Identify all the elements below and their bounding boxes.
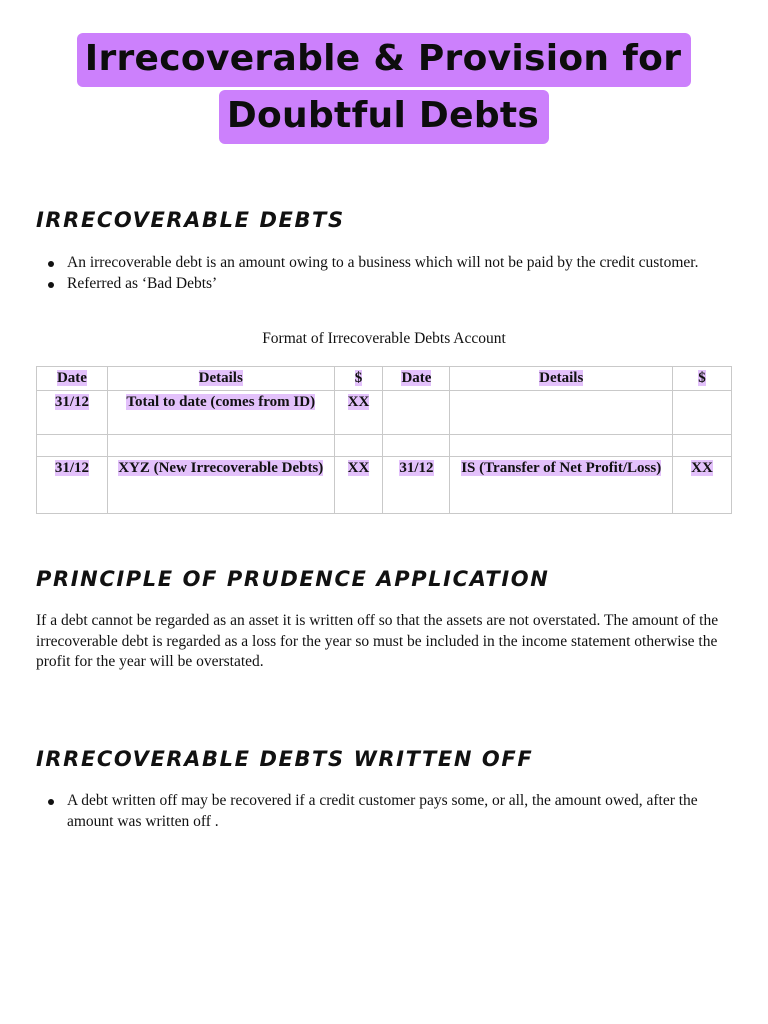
table-cell bbox=[107, 435, 334, 457]
table-cell bbox=[383, 391, 450, 435]
written-off-bullets bbox=[36, 791, 736, 832]
prudence-paragraph: If a debt cannot be regarded as an asset it is written off so that the assets are not overstated. The amount of the irrecoverable debt is regarded as a loss for the year so must be included in the income statement otherwise the profit for the year will be overstated. bbox=[36, 612, 719, 670]
table-cell bbox=[450, 391, 673, 435]
table-cell: Total to date (comes from ID) bbox=[107, 391, 334, 435]
table-cell: XX bbox=[334, 391, 383, 435]
table-cell: XX bbox=[673, 457, 732, 514]
table-cell: XYZ (New Irrecoverable Debts) bbox=[107, 457, 334, 514]
table-cell bbox=[673, 435, 732, 457]
table-cell: XX bbox=[334, 457, 383, 514]
title-line-1: Irrecoverable & Provision for bbox=[77, 33, 692, 87]
table-caption: Format of Irrecoverable Debts Account bbox=[262, 330, 506, 347]
section-heading-prudence: PRINCIPLE OF PRUDENCE APPLICATION bbox=[36, 567, 550, 591]
section-heading-written-off: IRRECOVERABLE DEBTS WRITTEN OFF bbox=[36, 747, 534, 771]
section-heading-irrecoverable-debts: IRRECOVERABLE DEBTS bbox=[36, 208, 345, 232]
table-row bbox=[37, 391, 732, 435]
table-cell: 31/12 bbox=[37, 391, 108, 435]
header-cell: $ bbox=[334, 367, 383, 391]
irrecoverable-debts-account-table bbox=[36, 366, 732, 514]
bullet-item: An irrecoverable debt is an amount owing to a business which will not be paid by the credit customer. bbox=[36, 253, 736, 274]
table-header-row bbox=[37, 367, 732, 391]
table-row bbox=[37, 457, 732, 514]
table-cell bbox=[37, 435, 108, 457]
header-cell: Date bbox=[383, 367, 450, 391]
table-cell: IS (Transfer of Net Profit/Loss) bbox=[450, 457, 673, 514]
table-cell bbox=[383, 435, 450, 457]
header-cell: Details bbox=[107, 367, 334, 391]
bullet-item: A debt written off may be recovered if a credit customer pays some, or all, the amount owed, after the amount was written off . bbox=[36, 791, 736, 832]
table-cell bbox=[450, 435, 673, 457]
header-cell: $ bbox=[673, 367, 732, 391]
header-cell: Details bbox=[450, 367, 673, 391]
title-line-2: Doubtful Debts bbox=[219, 90, 549, 144]
table-cell bbox=[673, 391, 732, 435]
irrecoverable-debts-bullets bbox=[36, 253, 736, 294]
table-cell: 31/12 bbox=[383, 457, 450, 514]
document-title bbox=[0, 33, 768, 144]
table-cell bbox=[334, 435, 383, 457]
table-row bbox=[37, 435, 732, 457]
table-cell: 31/12 bbox=[37, 457, 108, 514]
bullet-item: Referred as ‘Bad Debts’ bbox=[36, 274, 736, 295]
header-cell: Date bbox=[37, 367, 108, 391]
